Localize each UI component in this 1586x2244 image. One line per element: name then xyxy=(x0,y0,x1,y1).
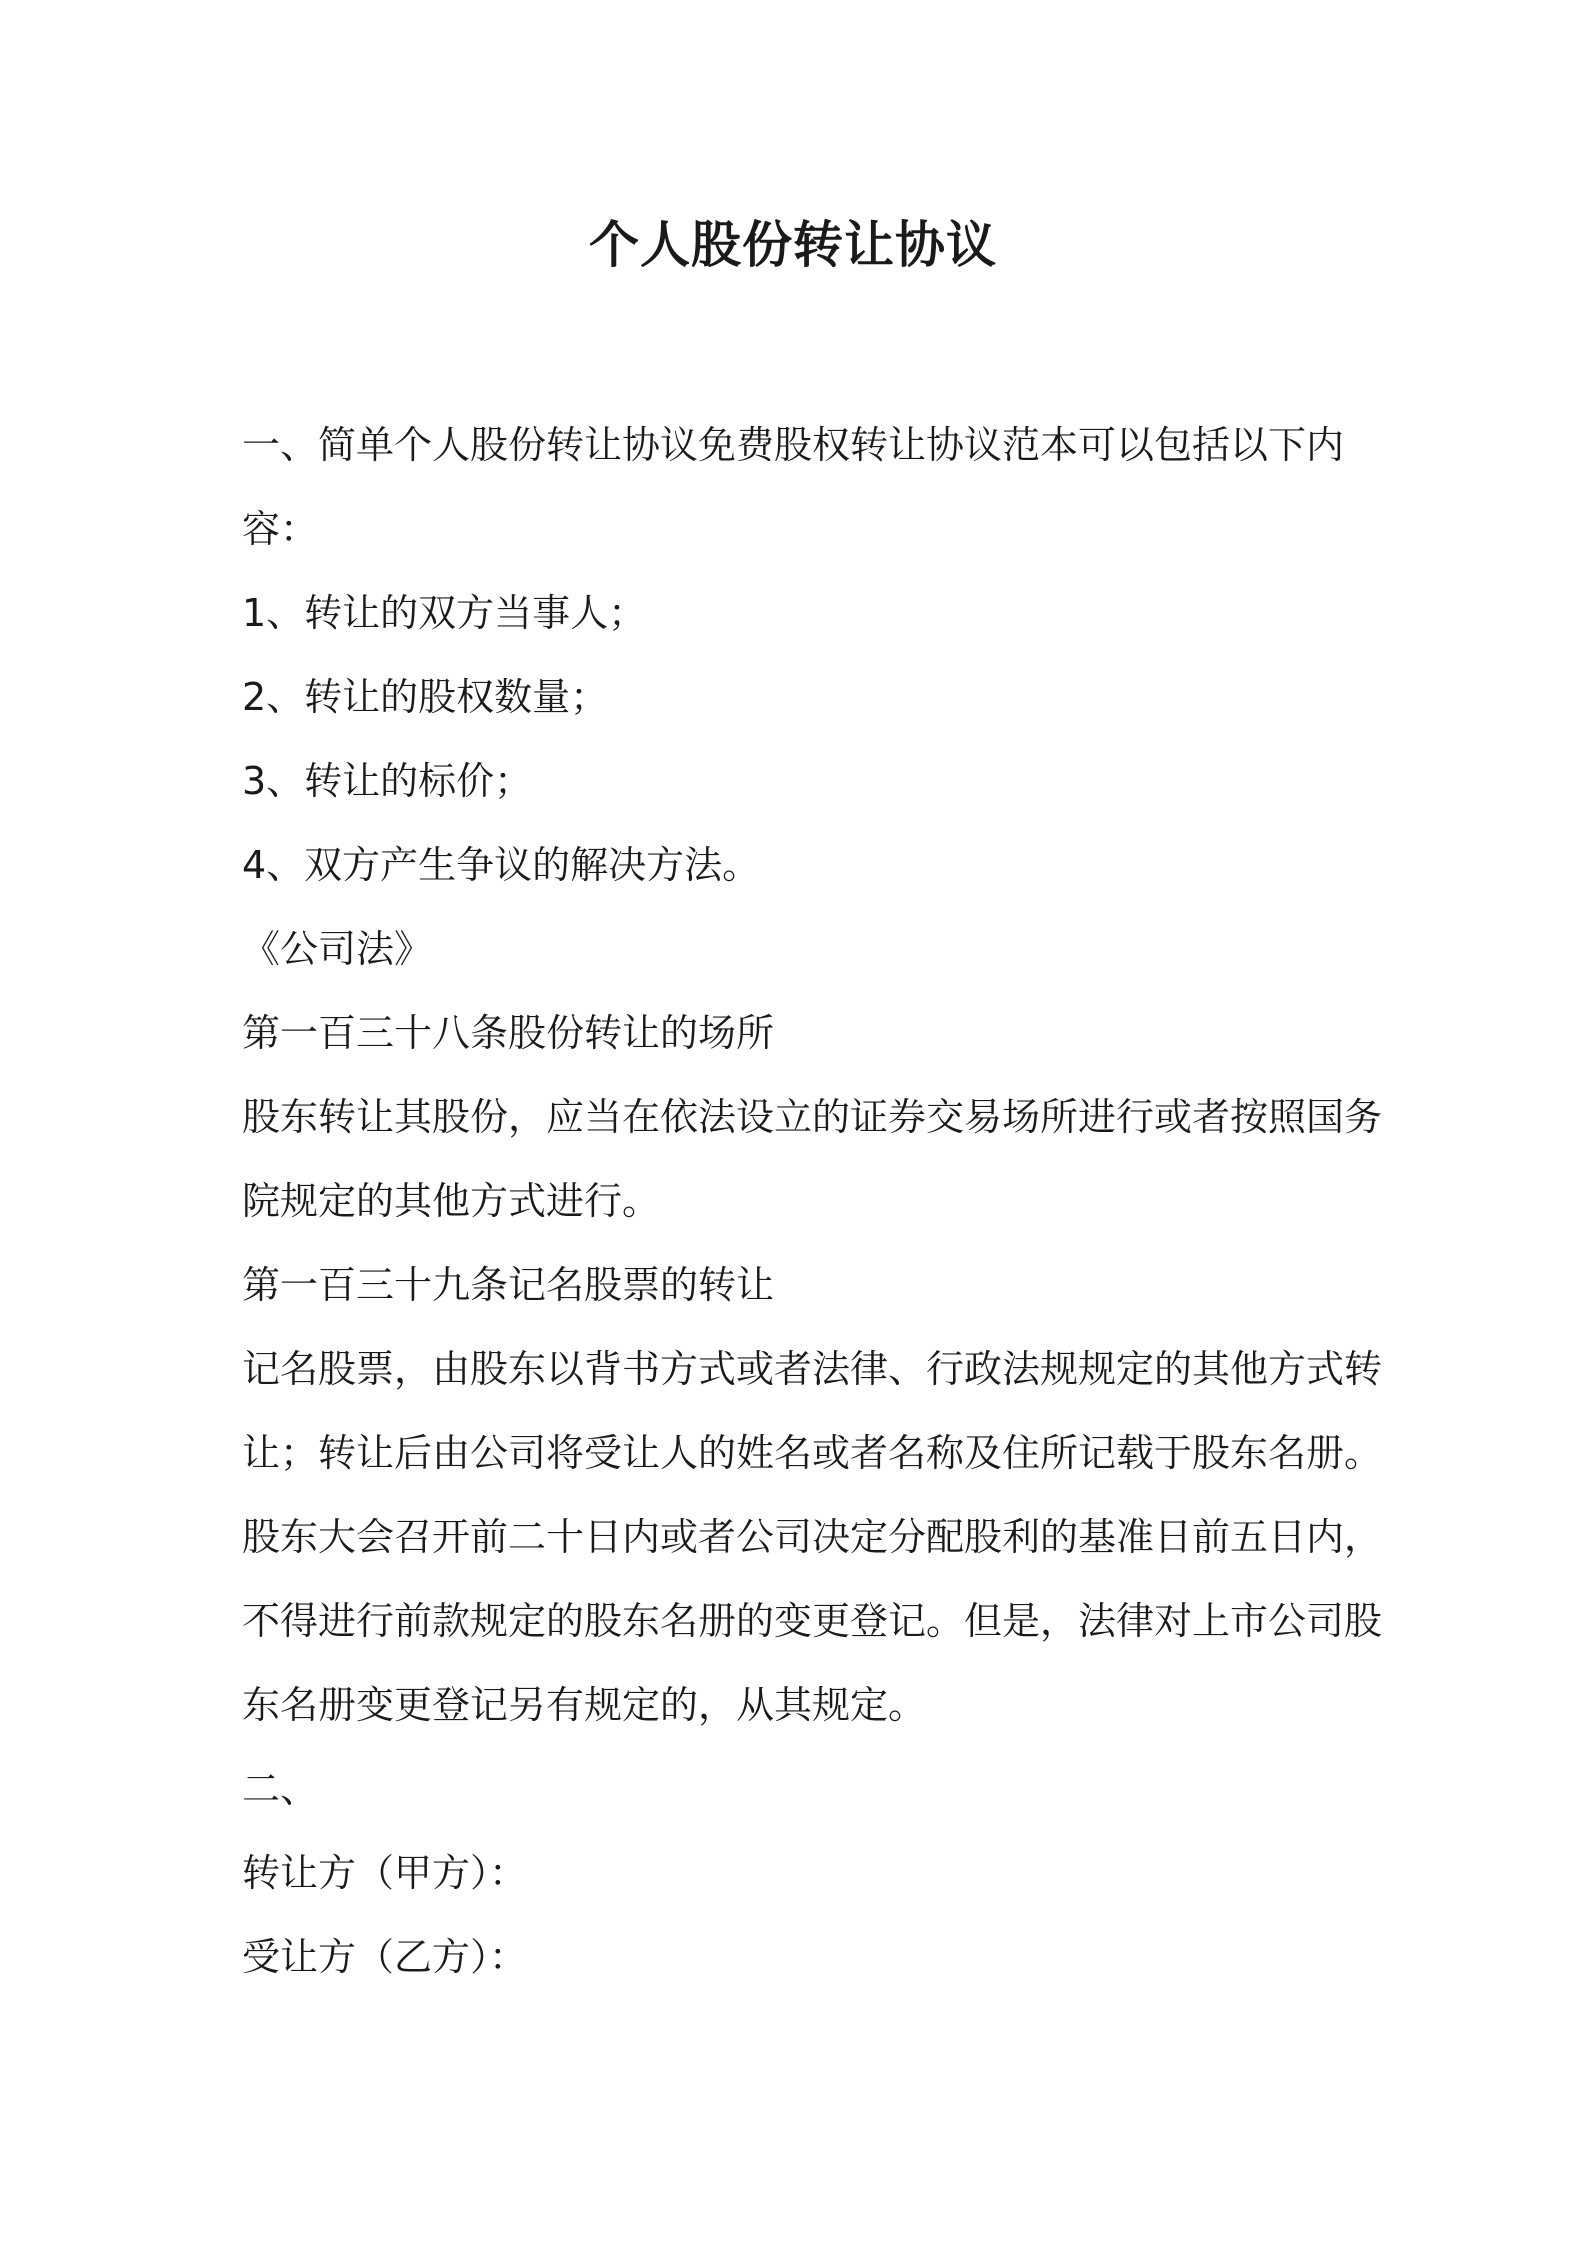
article-139-text-line-3: 股东大会召开前二十日内或者公司决定分配股利的基准日前五日内， xyxy=(242,1515,1383,1559)
document-body xyxy=(242,403,1383,1999)
article-139-heading: 第一百三十九条记名股票的转让 xyxy=(242,1263,775,1307)
article-138-text-line-1: 股东转让其股份，应当在依法设立的证券交易场所进行或者按照国务 xyxy=(242,1095,1383,1139)
article-139-text-line-4: 不得进行前款规定的股东名册的变更登记。但是，法律对上市公司股 xyxy=(242,1599,1383,1643)
list-item-quantity: 2、转让的股权数量； xyxy=(242,675,609,719)
article-138-text-line-2: 院规定的其他方式进行。 xyxy=(242,1179,661,1223)
transferee-field: 受让方（乙方）： xyxy=(242,1935,528,1979)
section-two-heading: 二、 xyxy=(242,1767,319,1811)
document-title: 个人股份转让协议 xyxy=(589,216,997,274)
section-one-heading-line-2: 容： xyxy=(242,507,319,551)
list-item-parties: 1、转让的双方当事人； xyxy=(242,591,647,635)
section-one-heading-line-1: 一、简单个人股份转让协议免费股权转让协议范本可以包括以下内 xyxy=(242,423,1345,467)
list-item-dispute: 4、双方产生争议的解决方法。 xyxy=(242,843,761,887)
list-item-price: 3、转让的标价； xyxy=(242,759,533,803)
article-139-text-line-1: 记名股票，由股东以背书方式或者法律、行政法规规定的其他方式转 xyxy=(242,1347,1383,1391)
article-139-text-line-2: 让；转让后由公司将受让人的姓名或者名称及住所记载于股东名册。 xyxy=(242,1431,1383,1475)
transferor-field: 转让方（甲方）： xyxy=(242,1851,528,1895)
law-title: 《公司法》 xyxy=(242,927,433,971)
article-139-text-line-5: 东名册变更登记另有规定的，从其规定。 xyxy=(242,1683,927,1727)
article-138-heading: 第一百三十八条股份转让的场所 xyxy=(242,1011,775,1055)
